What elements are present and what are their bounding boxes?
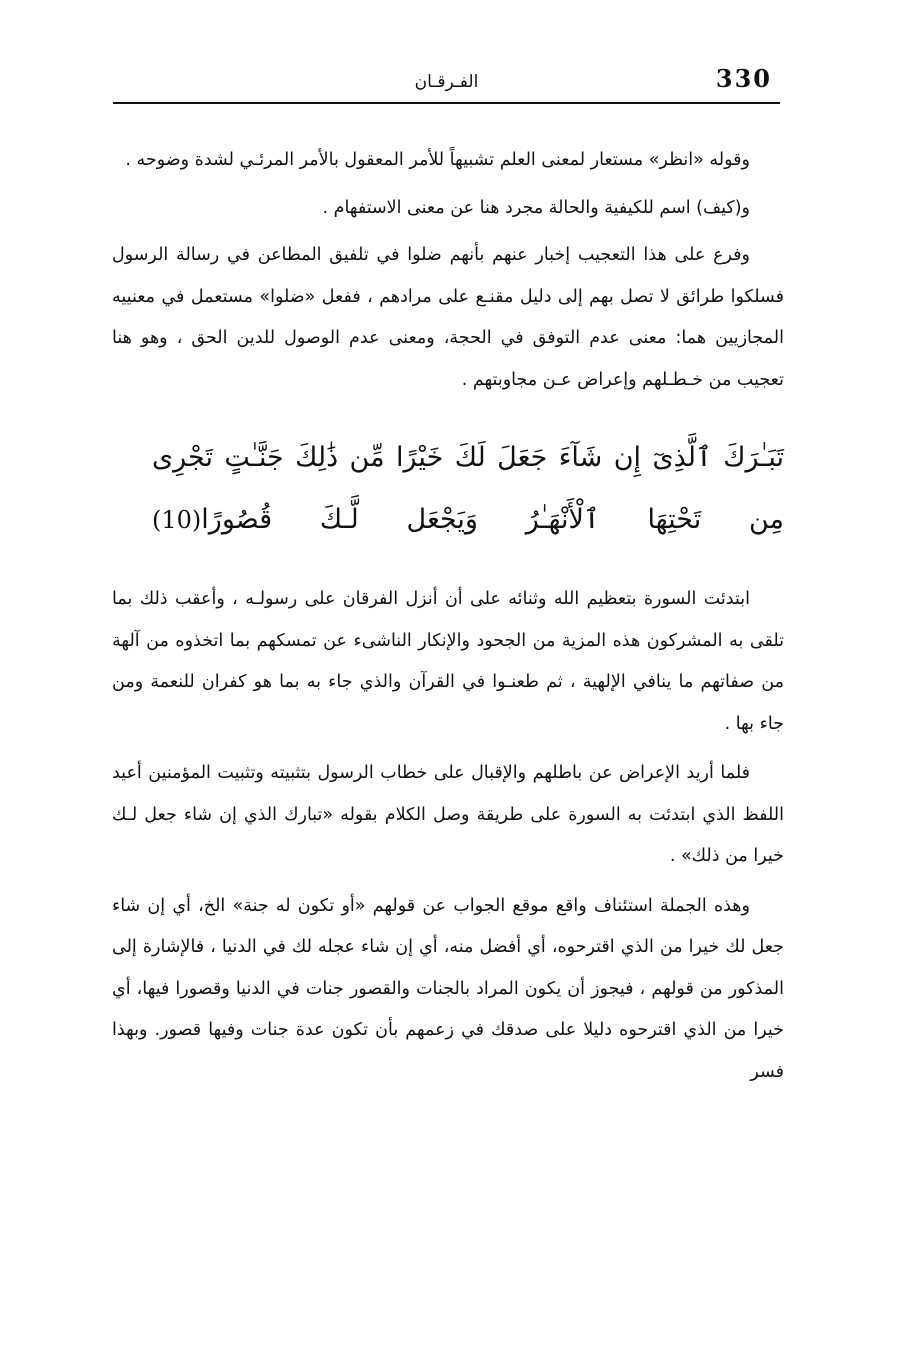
page-number: 330 xyxy=(715,64,772,93)
paragraph-2: و(كيف) اسم للكيفية والحالة مجرد هنا عن معنى الاستفهام . xyxy=(322,197,750,218)
quran-verse xyxy=(112,427,784,551)
page-header xyxy=(113,60,780,104)
paragraph-4: ابتدئت السورة بتعظيم الله وثنائه على أن أنزل الفرقان على رسولـه ، وأعقب ذلك بما تلقى به المشركون هذه المزية من الجحود والإنكار الناشىء عن تمسكهم بما اتخذوه من آلهة من صفاتهم ما ينافي الإلهية ، ثم طعنـوا في القرآن والذي جاء به بما هو كفران للنعمة ومن جاء بها . xyxy=(112,589,784,734)
page-body xyxy=(112,140,784,1093)
header-rule xyxy=(113,102,780,104)
verse-number: (10) xyxy=(152,506,202,534)
paragraph-6: وهذه الجملة استئناف واقع موقع الجواب عن قولهم «أو تكون له جنة» الخ، أي إن شاء جعل لك خيرا من الذي اقترحوه، أي أفضل منه، أي إن شاء عجله لك في الدنيا ، فالإشارة إلى المذكور من قولهم ، فيجوز أن يكون المراد بالجنات والقصور جنات في الدنيا وقصورا فيها، أي خيرا من الذي اقترحوه دليلا على صدقك في زعمهم بأن تكون عدة جنات وفيها قصور. وبهذا فسر xyxy=(112,895,784,1082)
paragraph-1: وقوله «انظر» مستعار لمعنى العلم تشبيهاً للأمر المعقول بالأمر المرئـي لشدة وضوحه . xyxy=(125,150,750,170)
surah-title: الفـرقـان xyxy=(414,72,479,92)
verse-text: تَبَـٰرَكَ ٱلَّذِىٓ إِن شَآءَ جَعَلَ لَكَ خَيْرًا مِّن ذَٰلِكَ جَنَّـٰتٍ تَجْرِى مِن تَحْتِهَا ٱلْأَنْهَـٰرُ وَيَجْعَل لَّـكَ قُصُورًا xyxy=(152,442,784,535)
paragraph-5: فلما أريد الإعراض عن باطلهم والإقبال على خطاب الرسول بتثبيته وتثبيت المؤمنين أعيد اللفظ الذي ابتدئت به السورة على طريقة وصل الكلام بقوله «تبارك الذي إن شاء جعل لـك خيرا من ذلك» . xyxy=(112,763,784,866)
paragraph-3: وفرع على هذا التعجيب إخبار عنهم بأنهم ضلوا في تلفيق المطاعن في رسالة الرسول فسلكوا طرائق لا تصل بهم إلى دليل مقنـع على مرادهم ، ففعل «ضلوا» مستعمل في معنييه المجازيين هما: معنى عدم التوفق في الحجة، ومعنى عدم الوصول للدين الحق ، وهو هنا تعجيب من خـطـلهم وإعراض عـن مجاوبتهم . xyxy=(112,245,784,390)
